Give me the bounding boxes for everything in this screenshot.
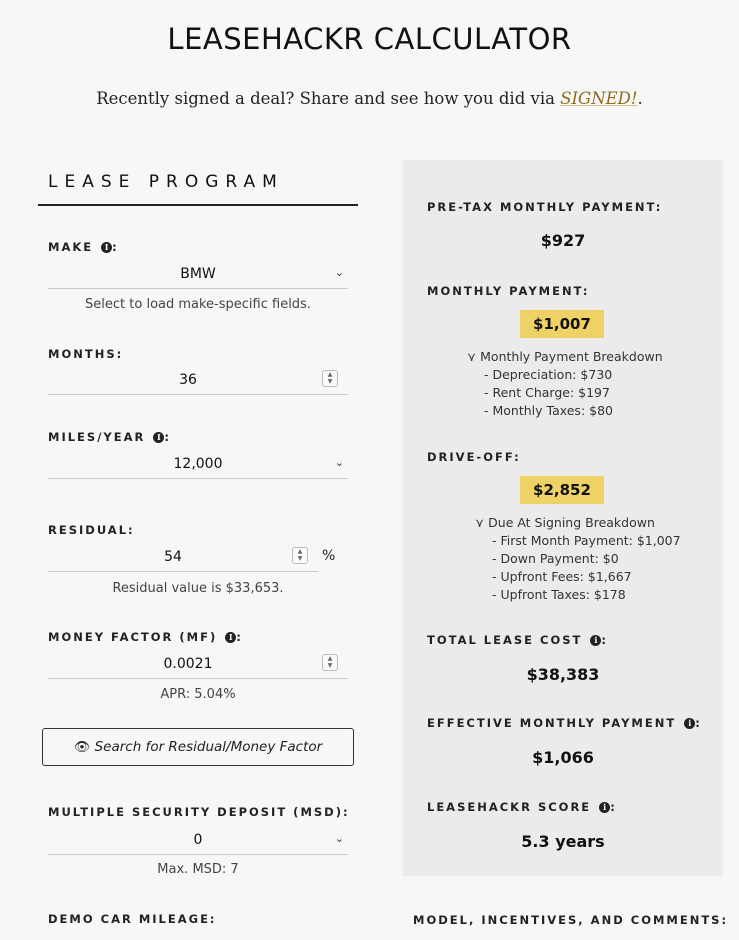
- residual-unit: %: [322, 548, 336, 564]
- months-input[interactable]: [48, 369, 348, 395]
- stepper-icon[interactable]: ▲ ▼: [322, 654, 338, 671]
- chevron-down-icon: ⌄: [334, 832, 344, 845]
- signed-link[interactable]: SIGNED!: [560, 89, 638, 108]
- make-label-text: MAKE: [48, 240, 94, 254]
- page-title: LEASEHACKR CALCULATOR: [167, 22, 572, 56]
- miles-label-text: MILES/YEAR: [48, 430, 146, 444]
- score-label-text: LEASEHACKR SCORE: [427, 800, 592, 814]
- info-icon[interactable]: i: [599, 802, 610, 813]
- money-factor-input[interactable]: [48, 653, 348, 679]
- residual-input[interactable]: [48, 546, 318, 572]
- subtitle-text: Recently signed a deal? Share and see how you did via: [96, 89, 561, 108]
- driveoff-breakdown-title: Due At Signing Breakdown: [488, 515, 655, 530]
- chevron-down-icon: ⌄: [334, 266, 344, 279]
- score-value: 5.3 years: [521, 832, 605, 851]
- breakdown-item: - Rent Charge: $197: [484, 385, 610, 400]
- apr-help: APR: 5.04%: [160, 687, 236, 702]
- msd-select[interactable]: [48, 829, 348, 855]
- section-title: LEASE PROGRAM: [38, 160, 358, 206]
- miles-select[interactable]: [48, 453, 348, 479]
- chevron-down-icon: ⌄: [334, 456, 344, 469]
- monthly-breakdown[interactable]: [467, 348, 663, 420]
- chevron-down-icon: ⋎: [467, 349, 477, 364]
- chevron-down-icon: ⋎: [475, 515, 485, 530]
- lease-program-section: [38, 160, 358, 206]
- comments-label: MODEL, INCENTIVES, AND COMMENTS:: [413, 913, 729, 927]
- info-icon[interactable]: I: [225, 632, 236, 643]
- total-cost-value: $38,383: [526, 665, 600, 684]
- pretax-value: $927: [540, 231, 586, 250]
- search-residual-button[interactable]: [42, 728, 354, 766]
- info-icon[interactable]: I: [153, 432, 164, 443]
- demo-mileage-label: DEMO CAR MILEAGE:: [48, 912, 217, 926]
- score-label: LEASEHACKR SCORE i :: [427, 800, 617, 814]
- total-cost-label: TOTAL LEASE COST i :: [427, 633, 608, 647]
- msd-value: 0: [193, 832, 203, 848]
- make-value: BMW: [180, 266, 216, 282]
- months-label: MONTHS:: [48, 347, 124, 361]
- monthly-label: MONTHLY PAYMENT:: [427, 284, 590, 298]
- breakdown-item: - Depreciation: $730: [484, 367, 613, 382]
- breakdown-item: - Monthly Taxes: $80: [484, 403, 613, 418]
- money-factor-label: MONEY FACTOR (MF) I :: [48, 630, 243, 644]
- results-panel: [403, 160, 723, 876]
- residual-value: 54: [164, 549, 182, 565]
- info-icon[interactable]: i: [684, 718, 695, 729]
- monthly-value: $1,007: [520, 310, 604, 338]
- total-cost-label-text: TOTAL LEASE COST: [427, 633, 583, 647]
- monthly-breakdown-toggle[interactable]: [467, 348, 663, 366]
- make-help: Select to load make-specific fields.: [85, 297, 311, 312]
- page-subtitle: [0, 89, 739, 108]
- miles-label: MILES/YEAR I :: [48, 430, 171, 444]
- breakdown-item: - First Month Payment: $1,007: [492, 533, 681, 548]
- make-select[interactable]: [48, 263, 348, 289]
- driveoff-breakdown[interactable]: [475, 514, 681, 604]
- money-factor-value: 0.0021: [163, 656, 213, 672]
- monthly-breakdown-title: Monthly Payment Breakdown: [480, 349, 663, 364]
- pretax-label: PRE-TAX MONTHLY PAYMENT:: [427, 200, 663, 214]
- breakdown-item: - Down Payment: $0: [492, 551, 619, 566]
- months-value: 36: [179, 372, 197, 388]
- info-icon[interactable]: I: [101, 242, 112, 253]
- money-factor-label-text: MONEY FACTOR (MF): [48, 630, 218, 644]
- search-button-label: Search for Residual/Money Factor: [94, 739, 323, 755]
- effective-value: $1,066: [532, 748, 594, 767]
- subtitle-end: .: [637, 89, 643, 108]
- breakdown-item: - Upfront Taxes: $178: [492, 587, 626, 602]
- stepper-icon[interactable]: ▲ ▼: [322, 370, 338, 387]
- effective-label-text: EFFECTIVE MONTHLY PAYMENT: [427, 716, 677, 730]
- residual-label: RESIDUAL:: [48, 523, 135, 537]
- driveoff-label: DRIVE-OFF:: [427, 450, 521, 464]
- msd-help: Max. MSD: 7: [157, 862, 239, 877]
- effective-label: EFFECTIVE MONTHLY PAYMENT i :: [427, 716, 702, 730]
- breakdown-item: - Upfront Fees: $1,667: [492, 569, 632, 584]
- driveoff-breakdown-toggle[interactable]: [475, 514, 681, 532]
- make-label: MAKE I :: [48, 240, 119, 254]
- stepper-icon[interactable]: ▲ ▼: [292, 547, 308, 564]
- msd-label: MULTIPLE SECURITY DEPOSIT (MSD):: [48, 805, 350, 819]
- eye-icon: 👁: [73, 740, 91, 755]
- driveoff-value: $2,852: [520, 476, 604, 504]
- miles-value: 12,000: [173, 456, 223, 472]
- info-icon[interactable]: i: [590, 635, 601, 646]
- residual-help: Residual value is $33,653.: [112, 581, 284, 596]
